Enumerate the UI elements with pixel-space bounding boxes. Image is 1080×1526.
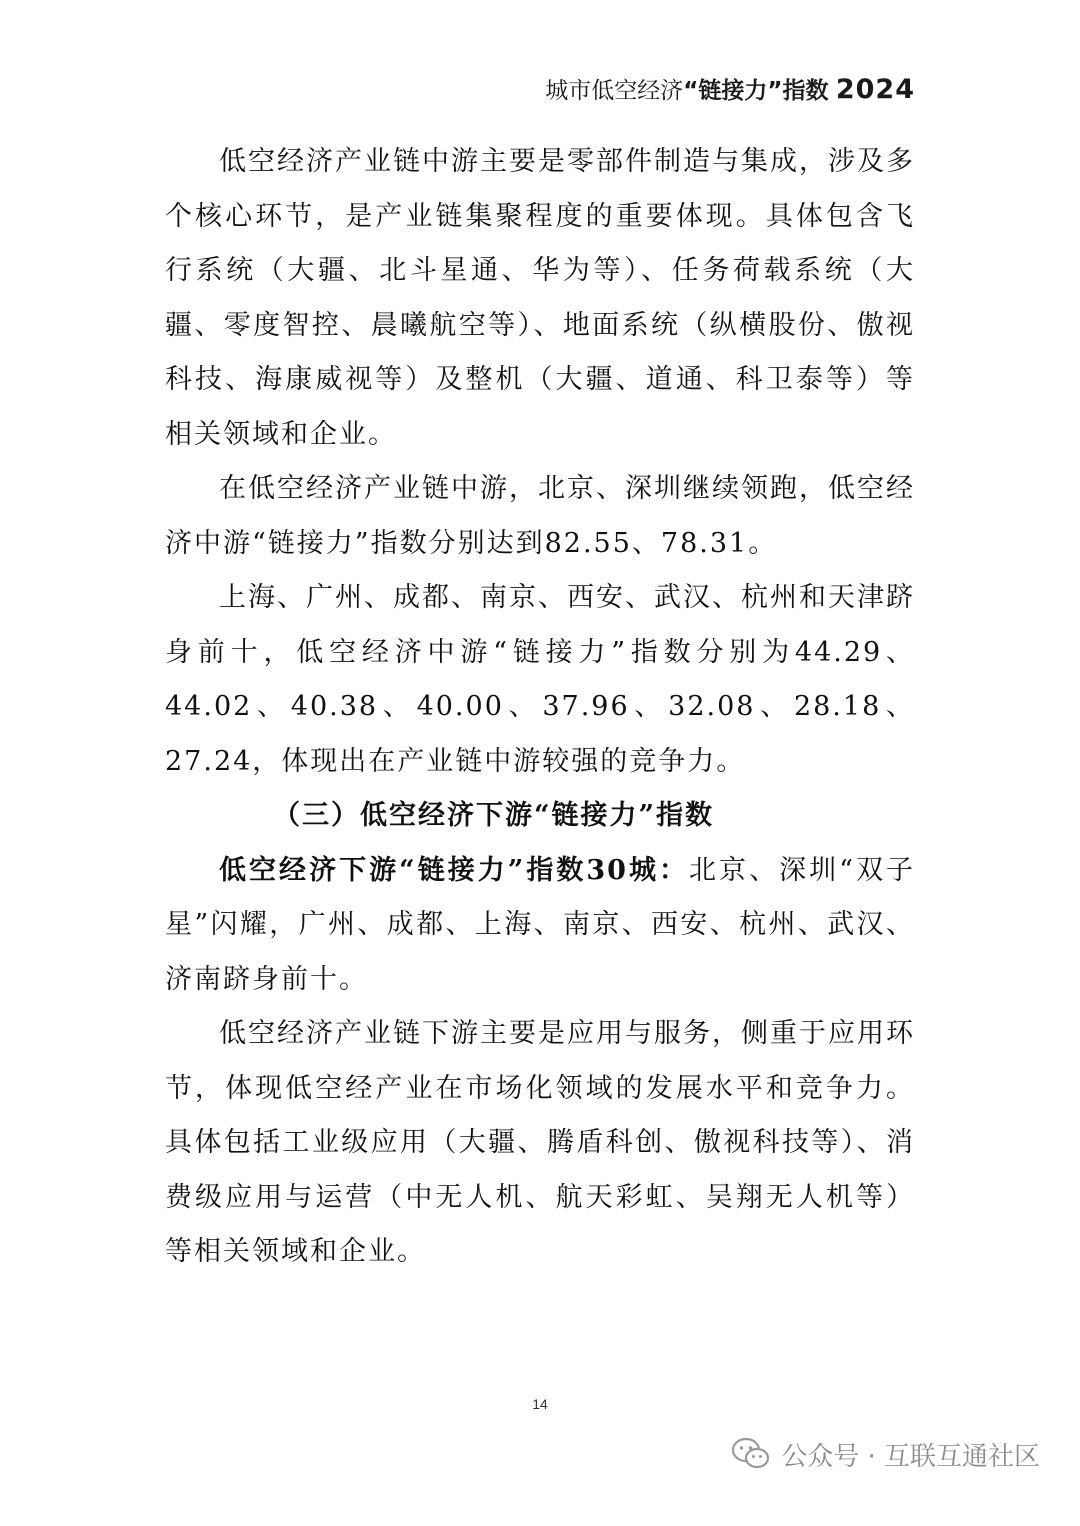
paragraph-midstream-leaders: 在低空经济产业链中游，北京、深圳继续领跑，低空经济中游“链接力”指数分别达到82.55、78.31。	[165, 473, 915, 559]
header-suffix: 指数	[782, 78, 829, 104]
header-highlight: “链接力”	[683, 78, 783, 104]
watermark	[731, 1432, 1040, 1476]
document-body	[165, 135, 915, 1280]
paragraph-lead: 低空经济下游“链接力”指数30城：	[219, 854, 690, 886]
paragraph-downstream-30-cities	[165, 844, 915, 1008]
paragraph-midstream-overview: 低空经济产业链中游主要是零部件制造与集成，涉及多个核心环节，是产业链集聚程度的重要体现。具体包含飞行系统（大疆、北斗星通、华为等）、任务荷载系统（大疆、零度智控、晨曦航空等）、地面系统（纵横股份、傲视科技、海康威视等）及整机（大疆、道通、科卫泰等）等相关领域和企业。	[165, 146, 915, 450]
watermark-text: 公众号 · 互联互通社区	[781, 1441, 1040, 1472]
page-number: 14	[532, 1396, 548, 1412]
section-heading: （三）低空经济下游“链接力”指数	[273, 800, 715, 831]
wechat-icon	[731, 1437, 771, 1471]
header-prefix: 城市低空经济	[545, 78, 684, 104]
paragraph-midstream-top-ten: 上海、广州、成都、南京、西安、武汉、杭州和天津跻身前十，低空经济中游“链接力”指数分别为44.29、44.02、40.38、40.00、37.96、32.08、28.18、27.24，体现出在产业链中游较强的竞争力。	[165, 582, 915, 777]
paragraph-lead-rest: 北京、深圳“双子星”闪耀，广州、成都、上海、南京、西安、杭州、武汉、济南跻身前十。	[165, 854, 915, 995]
header-year: 2024	[835, 74, 915, 105]
paragraph-downstream-overview: 低空经济产业链下游主要是应用与服务，侧重于应用环节，体现低空经产业在市场化领域的发展水平和竞争力。具体包括工业级应用（大疆、腾盾科创、傲视科技等）、消费级应用与运营（中无人机、航天彩虹、吴翔无人机等）等相关领域和企业。	[165, 1018, 915, 1267]
running-header	[545, 72, 915, 105]
